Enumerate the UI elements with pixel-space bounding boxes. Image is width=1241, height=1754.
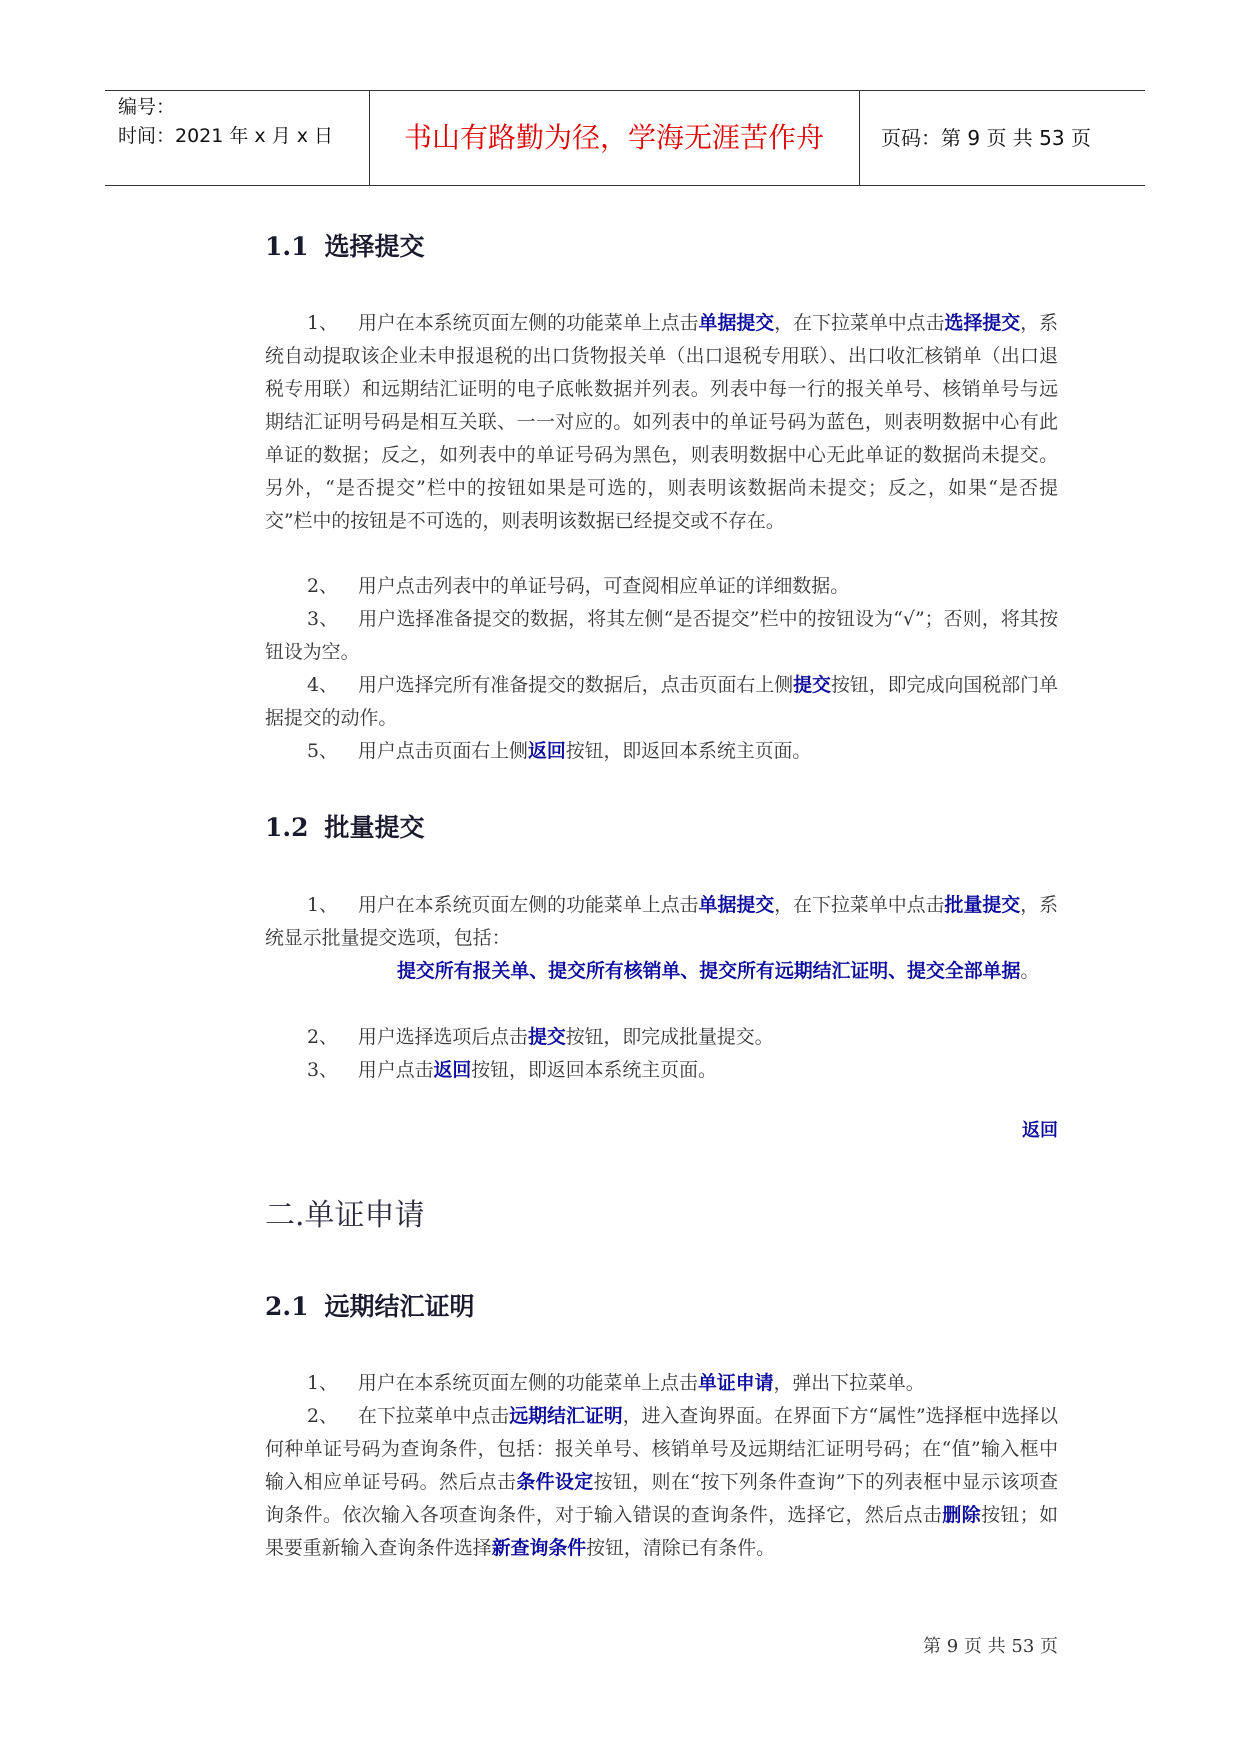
button-term: 返回 bbox=[527, 740, 566, 762]
menu-term: 单据提交 bbox=[698, 312, 775, 334]
text: 用户点击 bbox=[357, 1059, 434, 1081]
text: 用户在本系统页面左侧的功能菜单上点击 bbox=[357, 1372, 698, 1394]
paragraph bbox=[265, 1054, 1058, 1087]
header-divider bbox=[859, 91, 860, 185]
menu-term: 远期结汇证明 bbox=[509, 1405, 623, 1427]
button-term: 返回 bbox=[433, 1059, 472, 1081]
text: 按钮，清除已有条件。 bbox=[586, 1537, 776, 1559]
text: ，系统显示批量提交选项，包括： bbox=[265, 894, 1059, 949]
section-title: 远期结汇证明 bbox=[324, 1292, 475, 1321]
text: 按钮，即完成批量提交。 bbox=[565, 1026, 774, 1048]
list-number: 3、 bbox=[307, 1059, 338, 1081]
text: 按钮，即完成向国税部门单据提交的动作。 bbox=[265, 674, 1058, 729]
paragraph bbox=[265, 307, 1058, 538]
section-number: 1.1 bbox=[265, 232, 309, 261]
list-number: 2、 bbox=[307, 1405, 338, 1427]
header-page-code: 页码：第 9 页 共 53 页 bbox=[881, 126, 1091, 150]
page-footer: 第 9 页 共 53 页 bbox=[923, 1636, 1058, 1657]
menu-term: 单据提交 bbox=[698, 894, 775, 916]
paragraph bbox=[265, 603, 1058, 669]
list-number: 1、 bbox=[307, 894, 338, 916]
header-time: 时间：2021 年 x 月 x 日 bbox=[118, 125, 334, 147]
paragraph bbox=[265, 570, 1058, 603]
header-motto: 书山有路勤为径，学海无涯苦作舟 bbox=[403, 121, 824, 154]
list-number: 1、 bbox=[307, 312, 338, 334]
list-number: 4、 bbox=[307, 674, 338, 696]
return-link[interactable]: 返回 bbox=[1022, 1120, 1058, 1141]
text: 按钮，即返回本系统主页面。 bbox=[471, 1059, 717, 1081]
button-term: 条件设定 bbox=[516, 1471, 594, 1493]
text: 用户在本系统页面左侧的功能菜单上点击 bbox=[357, 894, 699, 916]
paragraph bbox=[265, 1400, 1058, 1565]
menu-term: 批量提交 bbox=[944, 894, 1021, 916]
text: 按钮，则在“按下列条件查询”下的列表框中显示该项查询条件。依次输入各项查询条件，对于输入错误的查询条件，选择它，然后点击 bbox=[265, 1471, 1059, 1526]
header-number: 编号： bbox=[118, 96, 176, 118]
paragraph bbox=[265, 889, 1058, 955]
page-header bbox=[105, 90, 1145, 186]
text: 用户选择准备提交的数据，将其左侧“是否提交”栏中的按钮设为“√”；否则，将其按钮设为空。 bbox=[265, 608, 1058, 663]
text: ，进入查询界面。在界面下方“属性”选择框中选择以何种单证号码为查询条件，包括：报关单号、核销单号及远期结汇证明号码；在“值”输入框中输入相应单证号码。然后点击 bbox=[265, 1405, 1059, 1493]
text: 在下拉菜单中点击 bbox=[357, 1405, 510, 1427]
option-terms: 提交所有报关单、提交所有核销单、提交所有远期结汇证明、提交全部单据 bbox=[397, 960, 1021, 982]
paragraph bbox=[265, 1021, 1058, 1054]
header-info bbox=[118, 93, 333, 151]
text: ，在下拉菜单中点击 bbox=[774, 312, 945, 334]
options-paragraph bbox=[265, 955, 1058, 988]
text: ，弹出下拉菜单。 bbox=[773, 1372, 925, 1394]
paragraph bbox=[265, 669, 1058, 735]
button-term: 提交 bbox=[527, 1026, 566, 1048]
text: 用户在本系统页面左侧的功能菜单上点击 bbox=[357, 312, 699, 334]
text: 按钮；如果要重新输入查询条件选择 bbox=[265, 1504, 1059, 1559]
list-number: 2、 bbox=[307, 575, 338, 597]
text: 。 bbox=[1020, 960, 1040, 982]
list-number: 3、 bbox=[307, 608, 339, 630]
text: 用户点击列表中的单证号码，可查阅相应单证的详细数据。 bbox=[357, 575, 850, 597]
text: ，系统自动提取该企业未申报退税的出口货物报关单（出口退税专用联）、出口收汇核销单（出口退税专用联）和远期结汇证明的电子底帐数据并列表。列表中每一行的报关单号、核销单号与远期结汇证明号码是相互关联、一一对应的。如列表中的单证号码为蓝色，则表明数据中心有此单证的数据；反之，如列表中的单证号码为黑色，则表明数据中心无此单证的数据尚未提交。另外，“是否提交”栏中的按钮如果是可选的，则表明该数据尚未提交；反之，如果“是否提交”栏中的按钮是不可选的，则表明该数据已经提交或不存在。 bbox=[265, 312, 1059, 532]
section-heading-1-2 bbox=[265, 808, 425, 844]
section-title: 选择提交 bbox=[324, 232, 425, 261]
list-number: 2、 bbox=[307, 1026, 338, 1048]
list-number: 5、 bbox=[307, 740, 338, 762]
section-heading-2-1 bbox=[265, 1287, 475, 1323]
button-term: 提交 bbox=[793, 674, 831, 696]
section-heading-1-1 bbox=[265, 227, 425, 263]
menu-term: 单证申请 bbox=[697, 1372, 774, 1394]
chapter-heading: 二.单证申请 bbox=[265, 1198, 425, 1233]
button-term: 新查询条件 bbox=[491, 1537, 587, 1559]
list-number: 1、 bbox=[307, 1372, 338, 1394]
text: 按钮，即返回本系统主页面。 bbox=[565, 740, 812, 762]
paragraph bbox=[265, 735, 1058, 768]
button-term: 删除 bbox=[942, 1504, 982, 1526]
menu-term: 选择提交 bbox=[944, 312, 1021, 334]
section-number: 2.1 bbox=[265, 1292, 309, 1321]
text: 用户选择选项后点击 bbox=[357, 1026, 528, 1048]
section-number: 1.2 bbox=[265, 813, 309, 842]
paragraph bbox=[265, 1367, 1058, 1400]
text: ，在下拉菜单中点击 bbox=[774, 894, 945, 916]
text: 用户选择完所有准备提交的数据后，点击页面右上侧 bbox=[357, 674, 794, 696]
text: 用户点击页面右上侧 bbox=[357, 740, 528, 762]
section-title: 批量提交 bbox=[324, 813, 425, 842]
